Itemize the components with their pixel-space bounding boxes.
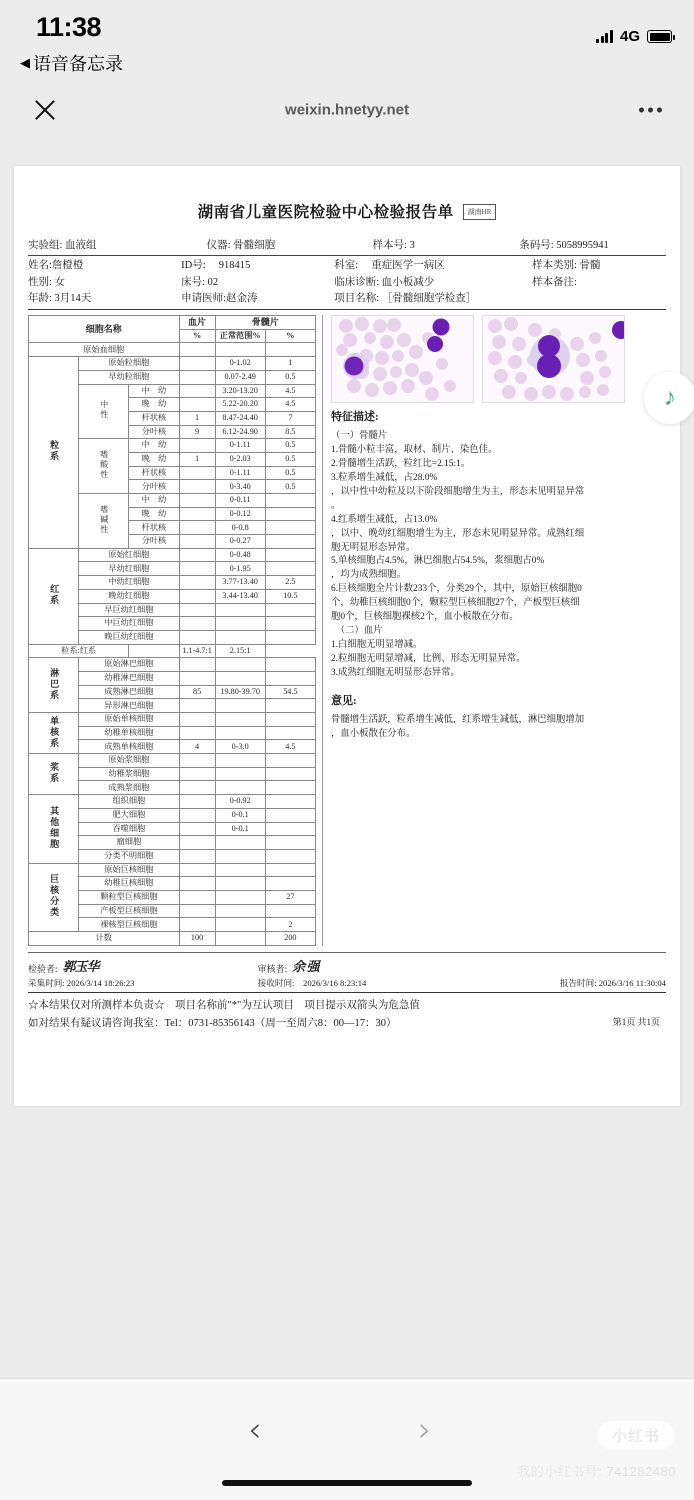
cell-blood-pct: 1 — [179, 452, 215, 466]
cell-normal-range: 0-1.11 — [215, 439, 265, 453]
cell-name: 异形淋巴细胞 — [79, 699, 179, 713]
collect-time: 采集时间: 2026/3/14 18:26:23 — [28, 977, 135, 988]
cell-blood-pct — [179, 617, 215, 631]
cell-blood-pct — [179, 630, 215, 644]
th-blood-pct: % — [179, 329, 215, 343]
cell-name: 晚巨幼红细胞 — [79, 630, 179, 644]
cell-blood-pct — [179, 795, 215, 809]
cell-blood-pct — [179, 576, 215, 590]
cell-blood-pct — [179, 589, 215, 603]
cell-normal-range: 0-0.8 — [215, 521, 265, 535]
cell-marrow-pct: 0.5 — [265, 466, 315, 480]
cell-blood-pct — [179, 726, 215, 740]
findings-line: （二）血片 — [331, 626, 383, 637]
cell-marrow-pct — [265, 808, 315, 822]
cell-total-range — [215, 932, 265, 946]
cell-marrow-pct: 4.5 — [265, 384, 315, 398]
cell-name: 分叶核 — [129, 535, 179, 549]
cell-normal-range — [215, 890, 265, 904]
microscope-image-1 — [331, 315, 474, 403]
meta-sample-no: 样本号: 3 — [372, 240, 415, 251]
cell-name: 分叶核 — [129, 480, 179, 494]
more-dots-icon[interactable] — [639, 108, 662, 113]
back-triangle-icon: ◀ — [20, 55, 30, 70]
cell-marrow-pct — [265, 795, 315, 809]
cell-marrow-pct — [265, 849, 315, 863]
cell-marrow-pct — [265, 343, 315, 357]
cell-blood-pct — [179, 562, 215, 576]
table-row — [29, 795, 316, 809]
cell-marrow-pct — [265, 494, 315, 508]
cell-normal-range — [215, 877, 265, 891]
cell-blood-pct — [179, 863, 215, 877]
cell-blood-pct — [179, 466, 215, 480]
cell-name: 成熟单核细胞 — [79, 740, 179, 754]
cell-total-marrow: 200 — [265, 932, 315, 946]
cell-marrow-pct — [265, 617, 315, 631]
time-row — [28, 977, 666, 993]
findings-text — [331, 430, 666, 680]
cell-group: 浆系 — [29, 754, 79, 795]
cell-name: 中巨幼红细胞 — [79, 617, 179, 631]
cell-normal-range: 0.07-2.49 — [215, 370, 265, 384]
findings-line: 1.白细胞无明显增减。 — [331, 639, 423, 650]
meta-row-top — [28, 238, 666, 256]
cell-normal-range: 0-3.0 — [215, 740, 265, 754]
cell-blood-pct — [179, 767, 215, 781]
chevron-right-icon[interactable]: › — [418, 1410, 432, 1450]
table-head-row-1 — [29, 316, 316, 330]
cell-blood-pct — [179, 671, 215, 685]
meta-bed: 床号: 02 — [181, 276, 219, 288]
cell-name: 杆状核 — [129, 521, 179, 535]
report-time: 报告时间: 2026/3/16 11:30:04 — [559, 977, 666, 988]
cell-marrow-pct: 0.5 — [265, 439, 315, 453]
table-row — [29, 357, 316, 371]
meta-col-2 — [181, 258, 334, 307]
cell-blood-pct — [179, 658, 215, 672]
meta-item: 项目名称: ［骨髓细胞学检查］ — [334, 292, 477, 304]
cell-normal-range — [215, 918, 265, 932]
inspector-block — [28, 956, 258, 975]
cell-marrow-pct — [265, 548, 315, 562]
cell-name: 晚 幼 — [129, 507, 179, 521]
cell-name: 中 幼 — [129, 494, 179, 508]
cell-marrow-pct — [265, 630, 315, 644]
microscope-images — [331, 315, 666, 403]
cell-blood-pct — [179, 877, 215, 891]
cell-blood-pct — [179, 535, 215, 549]
cell-normal-range: 19.80-39.70 — [215, 685, 265, 699]
cell-group: 其他细胞 — [29, 795, 79, 863]
th-marrow-smear: 骨髓片 — [215, 316, 315, 330]
cell-normal-range — [215, 671, 265, 685]
cell-normal-range — [215, 630, 265, 644]
table-total-row — [29, 932, 316, 946]
findings-line: ，均为成熟细胞。 — [331, 570, 407, 581]
cell-marrow-pct — [265, 863, 315, 877]
cell-name: 杆状核 — [129, 466, 179, 480]
bottom-nav-bar — [0, 1378, 694, 1500]
cell-name: 幼稚巨核细胞 — [79, 877, 179, 891]
findings-line: ，以中性中幼粒及以下阶段细胞增生为主，形态未见明显异常 — [331, 486, 585, 497]
report-body — [28, 315, 666, 946]
meta-barcode: 条码号: 5058995941 — [519, 240, 609, 251]
cell-marrow-pct: 10.5 — [265, 589, 315, 603]
findings-line: 4.红系增生减低，占13.0% — [331, 514, 438, 525]
cell-normal-range: 3.20-13.20 — [215, 384, 265, 398]
cell-normal-range — [215, 658, 265, 672]
cytology-table-wrap — [28, 315, 316, 946]
cell-blood-pct — [129, 644, 179, 658]
cell-marrow-pct: 27 — [265, 890, 315, 904]
findings-line: 3.成熟红细胞无明显形态异常。 — [331, 667, 460, 678]
cell-marrow-pct — [265, 521, 315, 535]
cell-blood-pct — [179, 713, 215, 727]
cell-marrow-pct — [265, 658, 315, 672]
findings-line: 6.巨核细胞全片计数233个，分类29个，其中，原始巨核细胞0 — [331, 584, 582, 595]
cell-normal-range: 0-0.48 — [215, 548, 265, 562]
cell-marrow-pct — [265, 603, 315, 617]
cell-blood-pct — [179, 781, 215, 795]
cell-marrow-pct — [265, 671, 315, 685]
opinion-text — [331, 714, 666, 742]
cell-group: 红系 — [29, 548, 79, 644]
th-blood-smear: 血片 — [179, 316, 215, 330]
page-title — [28, 166, 666, 222]
cell-blood-pct — [179, 890, 215, 904]
cell-name: 幼稚浆细胞 — [79, 767, 179, 781]
table-head — [29, 316, 316, 343]
cytology-table — [28, 315, 316, 946]
cell-name: 瘤细胞 — [79, 836, 179, 850]
return-app-label: 语音备忘录 — [33, 54, 123, 74]
cell-marrow-pct — [265, 904, 315, 918]
cell-name: 分类不明细胞 — [79, 849, 179, 863]
browser-nav-bar — [0, 80, 694, 140]
findings-line: 胞无明显形态异常。 — [331, 542, 416, 553]
findings-line: 。 — [331, 500, 341, 511]
findings-line: 2.粒细胞无明显增减，比例、形态无明显异常。 — [331, 653, 526, 664]
footer-note-2: 如对结果有疑议请咨询我室：Tel：0731-85356143（周一至周六8：00—17：30） — [28, 1017, 397, 1029]
findings-heading: 特征描述: — [331, 411, 379, 424]
findings-line: （一）骨髓片 — [331, 431, 388, 442]
return-to-app-link[interactable] — [20, 50, 123, 76]
cell-blood-pct — [179, 343, 215, 357]
cell-normal-range: 0-1.11 — [215, 466, 265, 480]
cell-marrow-pct — [265, 767, 315, 781]
cell-normal-range: 0-2.03 — [215, 452, 265, 466]
cell-blood-pct — [179, 603, 215, 617]
cell-blood-pct — [179, 822, 215, 836]
cell-marrow-pct: 54.5 — [265, 685, 315, 699]
cell-name: 早幼红细胞 — [79, 562, 179, 576]
signature-row — [28, 952, 666, 975]
watermark-logo: 小红书 — [598, 1421, 674, 1450]
cell-marrow-pct: 0.5 — [265, 452, 315, 466]
cell-normal-range: 3.44-13.40 — [215, 589, 265, 603]
meta-name: 姓名:詹橙橙 — [28, 260, 84, 272]
cell-name: 吞噬细胞 — [79, 822, 179, 836]
cell-marrow-pct — [265, 877, 315, 891]
cell-name: 原始红细胞 — [79, 548, 179, 562]
cell-marrow-pct — [265, 754, 315, 768]
cell-marrow-pct: 1 — [265, 357, 315, 371]
cell-group: 粒系 — [29, 357, 79, 549]
cell-normal-range: 0-0.1 — [215, 822, 265, 836]
findings-line: 个，幼稚巨核细胞0个，颗粒型巨核细胞27个，产板型巨核细 — [331, 598, 580, 609]
meta-col-4 — [532, 258, 666, 307]
meta-id: ID号: 918415 — [181, 260, 251, 272]
cell-blood-pct: 9 — [179, 425, 215, 439]
cell-name: 幼稚淋巴细胞 — [79, 671, 179, 685]
meta-sample-note: 样本备注: — [531, 276, 577, 288]
meta-col-1 — [28, 258, 181, 307]
table-row — [29, 644, 316, 658]
cell-marrow-pct: 0.5 — [265, 480, 315, 494]
cell-name: 杆状核 — [129, 411, 179, 425]
inspector-label: 检验者: — [28, 963, 58, 974]
cell-marrow-pct — [265, 713, 315, 727]
cell-normal-range: 0-0.11 — [215, 494, 265, 508]
opinion-line: ，血小板散在分布。 — [331, 728, 416, 739]
cell-normal-range — [215, 767, 265, 781]
cell-marrow-pct — [265, 699, 315, 713]
cell-subgroup: 中性 — [79, 384, 129, 439]
cell-name: 原始血细胞 — [29, 343, 180, 357]
cell-blood-pct — [179, 398, 215, 412]
cell-marrow-pct — [265, 535, 315, 549]
cell-normal-range — [215, 603, 265, 617]
cell-marrow-pct: 2 — [265, 918, 315, 932]
cell-marrow-pct: 2.15:1 — [215, 644, 265, 658]
cell-name: 成熟淋巴细胞 — [79, 685, 179, 699]
cell-total-blood: 100 — [179, 932, 215, 946]
meta-doctor: 申请医师:赵金涛 — [181, 292, 258, 304]
cell-name: 原始淋巴细胞 — [79, 658, 179, 672]
cell-blood-pct: 85 — [179, 685, 215, 699]
findings-line: 胞0个，巨核细胞裸核2个，血小板散在分布。 — [331, 612, 519, 623]
cell-normal-range — [215, 713, 265, 727]
cell-marrow-pct: 7 — [265, 411, 315, 425]
findings-panel — [322, 315, 666, 946]
cell-blood-pct — [179, 494, 215, 508]
cell-marrow-pct — [265, 726, 315, 740]
cell-normal-range — [215, 781, 265, 795]
opinion-heading: 意见: — [331, 694, 357, 707]
cell-normal-range — [215, 343, 265, 357]
cell-blood-pct — [179, 904, 215, 918]
meta-sample-type: 样本类别: 骨髓 — [531, 260, 601, 272]
findings-line: 5.单核细胞占4.5%，淋巴细胞占54.5%，浆细胞占0% — [331, 556, 545, 567]
status-bar — [0, 0, 694, 80]
cell-name: 中幼红细胞 — [79, 576, 179, 590]
cell-name: 裸核型巨核细胞 — [79, 918, 179, 932]
url-label: weixin.hnetyy.net — [285, 101, 409, 119]
meta-lab-group: 实验组: 血液组 — [28, 240, 97, 251]
meta-instrument: 仪器: 骨髓细胞 — [206, 240, 276, 251]
cell-blood-pct: 4 — [179, 740, 215, 754]
cell-name: 原始单核细胞 — [79, 713, 179, 727]
cell-blood-pct — [179, 370, 215, 384]
cell-blood-pct — [179, 439, 215, 453]
cell-blood-pct — [179, 507, 215, 521]
cell-name: 粒系:红系 — [29, 644, 129, 658]
opinion-line: 骨髓增生活跃，粒系增生减低，红系增生减低，淋巴细胞增加 — [331, 714, 585, 725]
cell-marrow-pct — [265, 562, 315, 576]
signal-bars-icon — [596, 31, 613, 43]
cell-normal-range — [215, 863, 265, 877]
cell-blood-pct — [179, 836, 215, 850]
watermark-text: 我的小红书号: 741282480 — [517, 1464, 676, 1479]
meta-gender: 性别: 女 — [28, 276, 66, 288]
cell-blood-pct — [179, 918, 215, 932]
page-number: 第1页 共1页 — [612, 1017, 660, 1028]
cell-marrow-pct — [265, 836, 315, 850]
th-marrow-pct: % — [265, 329, 315, 343]
report-title-text: 湖南省儿童医院检验中心检验报告单 — [197, 204, 454, 221]
cell-blood-pct — [179, 699, 215, 713]
cell-blood-pct — [179, 384, 215, 398]
blood-smear-svg-1 — [332, 316, 474, 403]
report-document — [14, 166, 680, 1106]
patient-meta — [28, 238, 666, 310]
findings-line: 1.骨髓小粒丰富，取材、制片、染色佳。 — [331, 445, 498, 456]
music-note-glyph: ♪ — [664, 384, 676, 411]
cell-blood-pct — [179, 521, 215, 535]
cell-normal-range: 0-0.1 — [215, 808, 265, 822]
table-row — [29, 343, 316, 357]
music-note-icon[interactable] — [644, 372, 694, 424]
table-body — [29, 343, 316, 945]
cell-name: 分叶核 — [129, 425, 179, 439]
cell-normal-range: 0-3.40 — [215, 480, 265, 494]
cell-marrow-pct: 2.5 — [265, 576, 315, 590]
reviewer-signature: 余 强 — [292, 958, 319, 974]
table-row — [29, 658, 316, 672]
cell-marrow-pct: 0.5 — [265, 370, 315, 384]
hospital-stamp: 湖南HR — [463, 204, 497, 220]
home-indicator — [222, 1480, 472, 1486]
cell-marrow-pct — [265, 781, 315, 795]
cell-normal-range: 5.22-20.20 — [215, 398, 265, 412]
table-row — [29, 754, 316, 768]
cell-normal-range: 0-1.02 — [215, 357, 265, 371]
table-row — [29, 548, 316, 562]
meta-age: 年龄: 3月14天 — [28, 292, 92, 304]
receive-time: 接收时间: 2026/3/16 8:23:14 — [257, 977, 367, 988]
network-type-label: 4G — [619, 28, 640, 45]
cell-marrow-pct: 4.5 — [265, 740, 315, 754]
findings-line: 3.粒系增生减低，占28.0% — [331, 473, 438, 484]
footer-note-1: ☆本结果仅对所测样本负责☆ 项目名称前"*"为互认项目 项目提示双箭头为危急值 — [28, 999, 420, 1011]
cell-blood-pct — [179, 548, 215, 562]
cell-name: 组织细胞 — [79, 795, 179, 809]
cell-name: 原始巨核细胞 — [79, 863, 179, 877]
cell-group: 单核系 — [29, 713, 79, 754]
status-time: 11:38 — [36, 12, 102, 42]
reviewer-block — [258, 956, 488, 975]
cell-normal-range — [215, 754, 265, 768]
findings-line: ，以中、晚幼红细胞增生为主，形态未见明显异常。成熟红细 — [331, 528, 585, 539]
cell-name: 早巨幼红细胞 — [79, 603, 179, 617]
inspector-signature: 郭玉华 — [62, 958, 99, 974]
cell-total-label: 计数 — [29, 932, 180, 946]
cell-name: 中 幼 — [129, 384, 179, 398]
cell-marrow-pct — [265, 507, 315, 521]
cell-name: 原始浆细胞 — [79, 754, 179, 768]
cell-blood-pct — [179, 480, 215, 494]
cell-marrow-pct: 8.5 — [265, 425, 315, 439]
cell-name: 早幼粒细胞 — [79, 370, 179, 384]
cell-normal-range: 8.47-24.40 — [215, 411, 265, 425]
cell-blood-pct — [179, 754, 215, 768]
meta-dept: 科室: 重症医学一病区 — [334, 260, 445, 272]
cell-name: 产板型巨核细胞 — [79, 904, 179, 918]
cell-name: 晚 幼 — [129, 398, 179, 412]
findings-line: 2.骨髓增生活跃，粒红比=2.15:1。 — [331, 459, 471, 470]
cell-subgroup: 嗜酸性 — [79, 439, 129, 494]
cell-name: 原始粒细胞 — [79, 357, 179, 371]
table-row — [29, 713, 316, 727]
reviewer-label: 审核者: — [257, 963, 288, 974]
cell-name: 颗粒型巨核细胞 — [79, 890, 179, 904]
cell-marrow-pct: 4.5 — [265, 398, 315, 412]
cell-name: 中 幼 — [129, 439, 179, 453]
cell-normal-range — [215, 849, 265, 863]
status-indicators — [596, 28, 672, 45]
cell-normal-range — [215, 836, 265, 850]
meta-diagnosis: 临床诊断: 血小板减少 — [334, 276, 435, 288]
th-normal-range: 正常范围% — [215, 329, 265, 343]
cell-normal-range: 0-0.12 — [215, 507, 265, 521]
cell-blood-pct — [179, 357, 215, 371]
cell-marrow-pct — [265, 822, 315, 836]
chevron-left-icon[interactable]: ‹ — [248, 1410, 262, 1450]
cell-name: 晚幼红细胞 — [79, 589, 179, 603]
cell-name: 肥大细胞 — [79, 808, 179, 822]
th-cell-name: 细胞名称 — [29, 316, 180, 343]
cell-normal-range: 1.1-4.7:1 — [179, 644, 215, 658]
footer-notes — [28, 993, 666, 1033]
cell-normal-range: 6.12-24.90 — [215, 425, 265, 439]
cell-name: 晚 幼 — [129, 452, 179, 466]
cell-blood-pct — [179, 808, 215, 822]
blood-smear-svg-2 — [483, 316, 625, 403]
meta-grid — [28, 256, 666, 310]
cell-normal-range: 0-0.92 — [215, 795, 265, 809]
cell-normal-range — [215, 699, 265, 713]
cell-normal-range: 0-0.27 — [215, 535, 265, 549]
cell-normal-range — [215, 904, 265, 918]
battery-icon — [647, 30, 672, 43]
cell-normal-range — [215, 726, 265, 740]
cell-normal-range: 3.77-13.40 — [215, 576, 265, 590]
cell-name: 幼稚单核细胞 — [79, 726, 179, 740]
meta-col-3 — [334, 258, 532, 307]
cell-group: 淋巴系 — [29, 658, 79, 713]
cell-group: 巨核分类 — [29, 863, 79, 931]
cell-normal-range — [215, 617, 265, 631]
cell-subgroup: 嗜碱性 — [79, 494, 129, 549]
microscope-image-2 — [482, 315, 625, 403]
cell-name: 成熟浆细胞 — [79, 781, 179, 795]
cell-blood-pct: 1 — [179, 411, 215, 425]
cell-blood-pct — [179, 849, 215, 863]
cell-normal-range: 0-1.95 — [215, 562, 265, 576]
table-row — [29, 863, 316, 877]
